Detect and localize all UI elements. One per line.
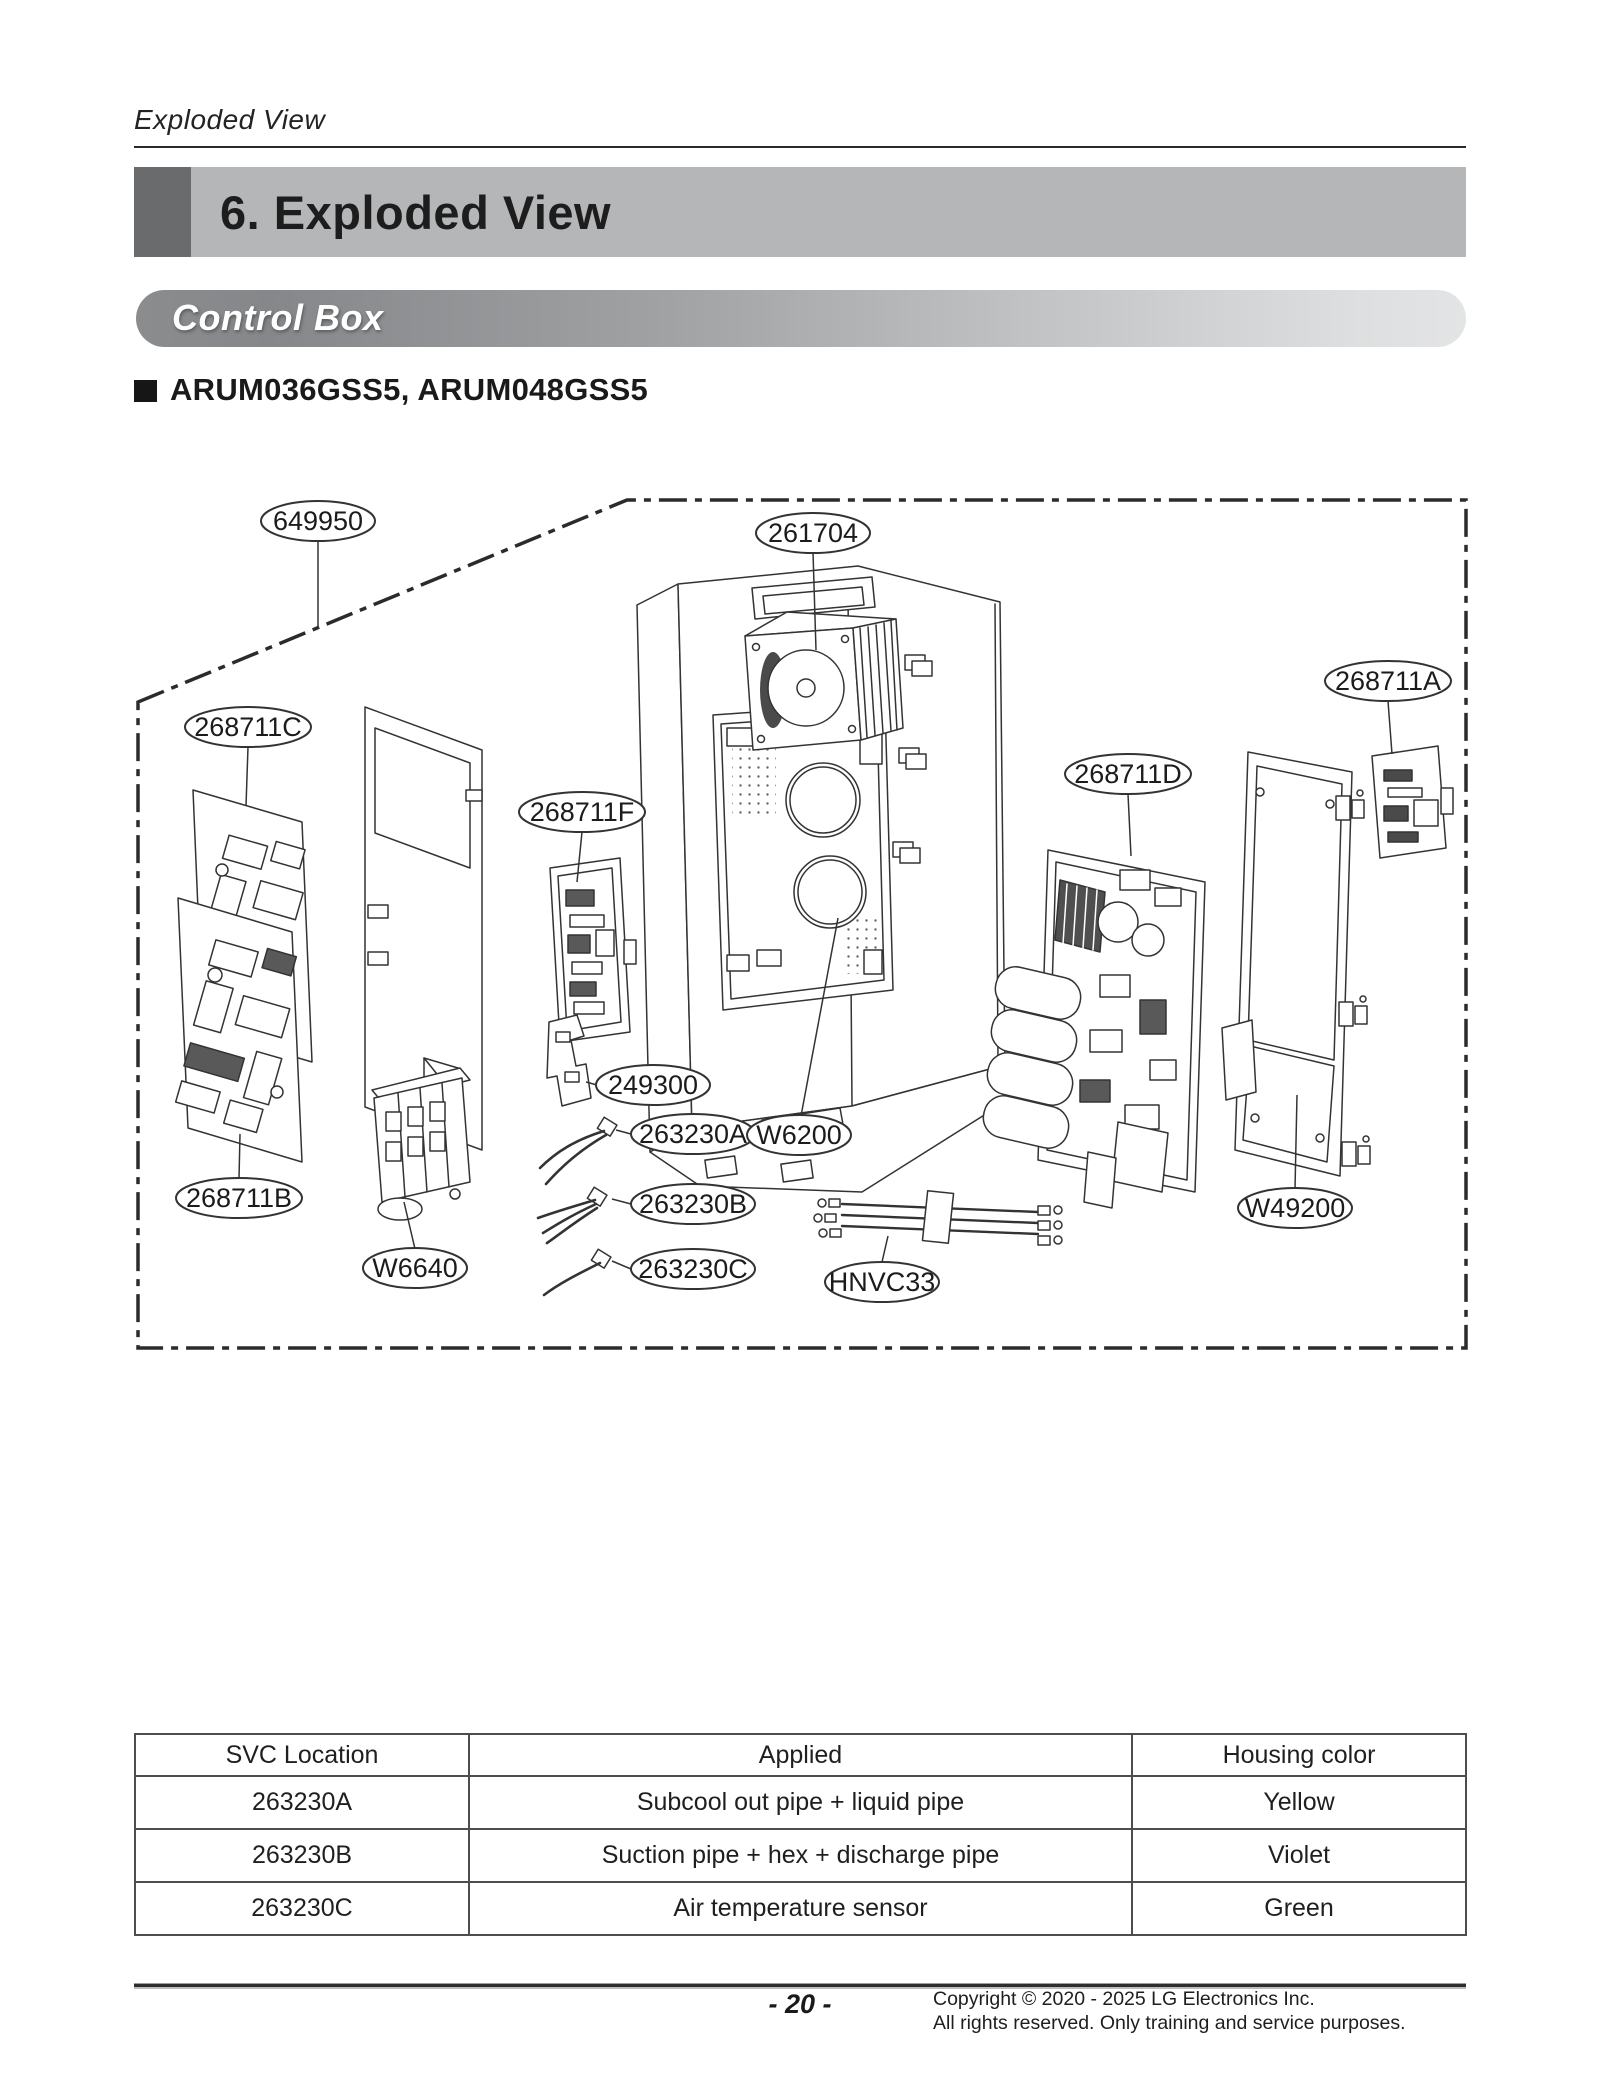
table-cell-svc: 263230A <box>135 1776 469 1829</box>
part-263230c-wire <box>544 1249 611 1295</box>
svg-text:W49200: W49200 <box>1244 1193 1346 1223</box>
part-263230a-wire <box>540 1117 617 1184</box>
table-row <box>135 1882 1466 1935</box>
table-header-housing-color: Housing color <box>1132 1734 1466 1776</box>
running-header: Exploded View <box>134 104 326 135</box>
part-w6200-pcb <box>713 703 893 1010</box>
svg-text:268711D: 268711D <box>1074 759 1182 789</box>
copyright-notice <box>933 1988 1406 2035</box>
copyright-line1: Copyright © 2020 - 2025 LG Electronics Inc. <box>933 1988 1315 2010</box>
svg-text:649950: 649950 <box>272 506 364 536</box>
svg-text:261704: 261704 <box>767 518 859 548</box>
svg-text:263230B: 263230B <box>638 1189 748 1219</box>
table-cell-svc: 263230B <box>135 1829 469 1882</box>
svg-text:268711A: 268711A <box>1334 666 1442 696</box>
table-row <box>135 1829 1466 1882</box>
callout-263230a <box>616 1114 755 1154</box>
part-263230b-wire <box>538 1187 607 1243</box>
table-header-applied: Applied <box>469 1734 1132 1776</box>
part-hnvc33-harness <box>814 1191 1062 1245</box>
callout-249300 <box>586 1065 710 1105</box>
models-heading: ARUM036GSS5, ARUM048GSS5 <box>170 372 649 407</box>
svg-text:W6200: W6200 <box>756 1120 842 1150</box>
svg-text:249300: 249300 <box>607 1070 699 1100</box>
callout-268711c <box>185 707 311 806</box>
table-cell-applied: Air temperature sensor <box>469 1882 1132 1935</box>
part-268711b-board <box>168 898 310 1162</box>
callout-649950 <box>261 501 375 628</box>
page-number: - 20 - <box>768 1989 832 2019</box>
table-cell-applied: Suction pipe + hex + discharge pipe <box>469 1829 1132 1882</box>
svg-text:263230C: 263230C <box>638 1254 748 1284</box>
svg-text:268711C: 268711C <box>194 712 302 742</box>
svg-text:268711B: 268711B <box>185 1183 293 1213</box>
svg-text:W6640: W6640 <box>372 1253 458 1283</box>
svc-parts-table <box>134 1733 1467 1936</box>
part-w6640-terminal-block <box>372 1068 470 1220</box>
section-title: 6. Exploded View <box>220 186 612 239</box>
callout-268711d <box>1065 754 1191 856</box>
callout-hnvc33 <box>825 1236 939 1302</box>
table-header-svc-location: SVC Location <box>135 1734 469 1776</box>
callout-268711a <box>1325 661 1451 754</box>
callout-263230b <box>612 1184 755 1224</box>
part-261704-fan <box>745 612 903 750</box>
part-268711d-board <box>979 850 1205 1208</box>
callout-263230c <box>612 1249 755 1289</box>
table-cell-color: Violet <box>1132 1829 1466 1882</box>
table-cell-color: Green <box>1132 1882 1466 1935</box>
table-cell-color: Yellow <box>1132 1776 1466 1829</box>
table-header-row <box>135 1734 1466 1776</box>
part-268711a-board <box>1372 746 1453 858</box>
table-row <box>135 1776 1466 1829</box>
svg-text:263230A: 263230A <box>638 1119 748 1149</box>
svg-text:HNVC33: HNVC33 <box>828 1267 936 1297</box>
controlbox-title: Control Box <box>172 297 384 338</box>
table-cell-svc: 263230C <box>135 1882 469 1935</box>
part-268711f-board <box>550 858 636 1042</box>
svg-text:268711F: 268711F <box>529 797 635 827</box>
table-cell-applied: Subcool out pipe + liquid pipe <box>469 1776 1132 1829</box>
copyright-line2: All rights reserved. Only training and service purposes. <box>933 2011 1406 2034</box>
